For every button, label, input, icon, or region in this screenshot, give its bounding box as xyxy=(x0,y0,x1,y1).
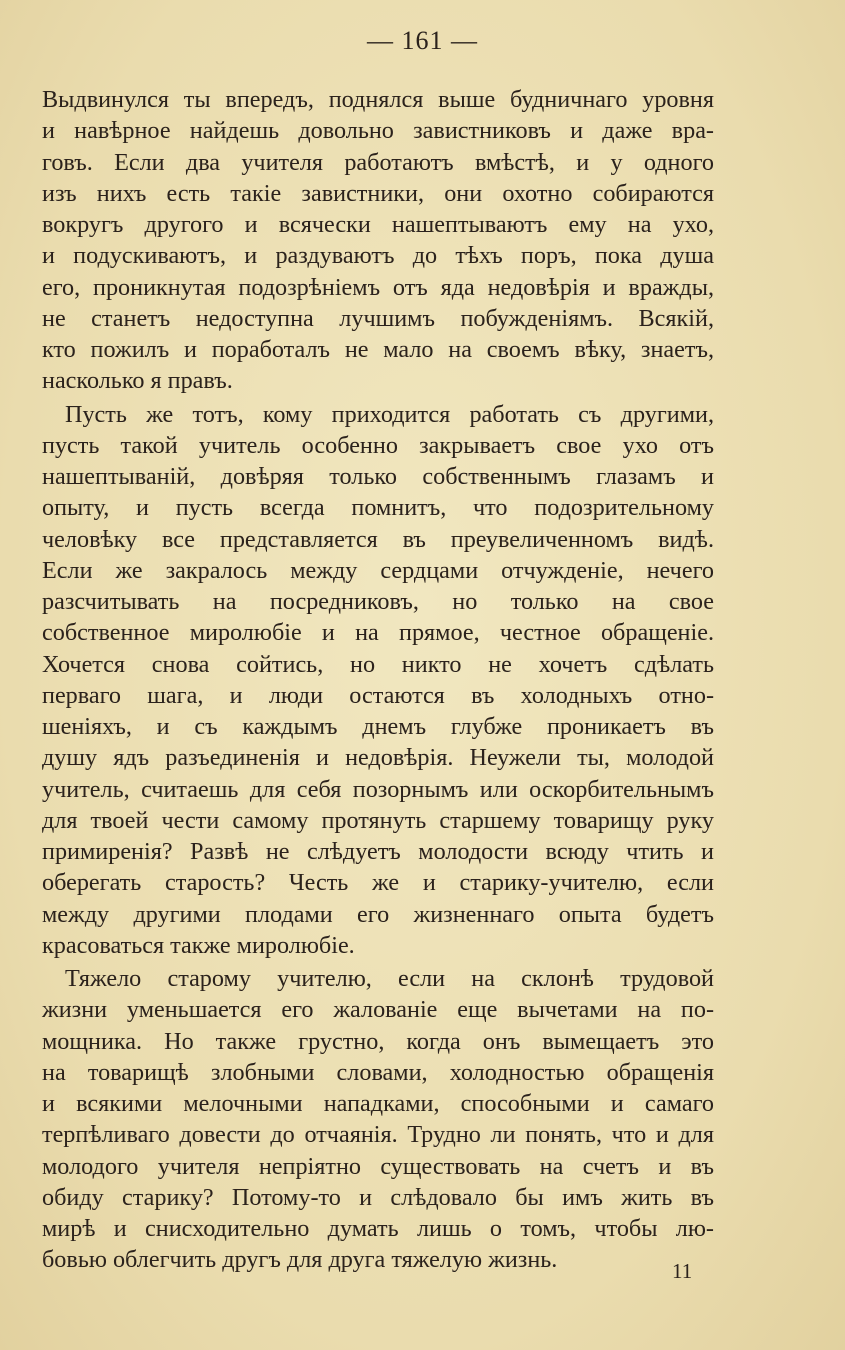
text-line: для твоей чести самому протянуть старшему товарищу руку xyxy=(42,806,714,834)
text-line: на товарищѣ злобными словами, холодностью обращенія xyxy=(42,1058,714,1086)
page-text xyxy=(42,84,714,1276)
text-line: его, проникнутая подозрѣніемъ отъ яда недовѣрія и вражды, xyxy=(42,273,714,301)
text-line: терпѣливаго довести до отчаянія. Трудно ли понять, что и для xyxy=(42,1121,714,1149)
text-line: жизни уменьшается его жалованіе еще вычетами на по- xyxy=(42,996,714,1024)
text-line: нашептываній, довѣряя только собственнымъ глазамъ и xyxy=(42,463,714,490)
text-line: вокругъ другого и всячески нашептываютъ ему на ухо, xyxy=(42,211,714,238)
text-line: изъ нихъ есть такіе завистники, они охотно собираются xyxy=(42,179,714,207)
text-line: учитель, считаешь для себя позорнымъ или оскорбительнымъ xyxy=(42,775,714,803)
text-line: красоваться также миролюбіе. xyxy=(42,931,355,959)
paragraph-3 xyxy=(42,963,714,1276)
text-line: молодого учителя непріятно существовать на счетъ и въ xyxy=(42,1152,714,1180)
text-line: насколько я правъ. xyxy=(42,367,233,395)
text-line: Хочется снова сойтись, но никто не хочетъ сдѣлать xyxy=(42,650,714,678)
text-line: душу ядъ разъединенія и недовѣрія. Неужели ты, молодой xyxy=(42,744,714,772)
text-line: говъ. Если два учителя работаютъ вмѣстѣ, и у одного xyxy=(42,148,714,176)
text-line: опыту, и пусть всегда помнитъ, что подозрительному xyxy=(42,494,714,522)
text-line: Пусть же тотъ, кому приходится работать съ другими, xyxy=(65,400,714,428)
text-line: примиренія? Развѣ не слѣдуетъ молодости всюду чтить и xyxy=(42,838,714,865)
signature-mark: 11 xyxy=(672,1259,693,1283)
text-line: бовью облегчить другъ для друга тяжелую жизнь. xyxy=(42,1246,558,1274)
text-line: человѣку все представляется въ преувеличенномъ видѣ. xyxy=(42,525,714,553)
paragraph-2 xyxy=(42,399,714,962)
text-line: обиду старику? Потому-то и слѣдовало бы имъ жить въ xyxy=(42,1183,714,1211)
text-line: пусть такой учитель особенно закрываетъ свое ухо отъ xyxy=(42,431,714,459)
text-line: Выдвинулся ты впередъ, поднялся выше будничнаго уровня xyxy=(42,86,714,113)
paragraph-1 xyxy=(42,84,714,397)
text-line: не станетъ недоступна лучшимъ побужденіямъ. Всякій, xyxy=(42,304,714,332)
text-line: перваго шага, и люди остаются въ холодныхъ отно- xyxy=(42,681,714,709)
text-line: и навѣрное найдешь довольно завистниковъ и даже вра- xyxy=(42,117,714,145)
text-line: собственное миролюбіе и на прямое, честное обращеніе. xyxy=(42,619,714,647)
page-number: — 161 — xyxy=(367,26,478,55)
text-line: между другими плодами его жизненнаго опыта будетъ xyxy=(42,900,714,928)
text-line: Если же закралось между сердцами отчужденіе, нечего xyxy=(42,556,714,584)
text-line: мощника. Но также грустно, когда онъ вымещаетъ это xyxy=(42,1027,714,1055)
text-line: шеніяхъ, и съ каждымъ днемъ глубже проникаетъ въ xyxy=(42,713,714,740)
text-line: мирѣ и снисходительно думать лишь о томъ, чтобы лю- xyxy=(42,1215,714,1242)
text-line: оберегать старость? Честь же и старику-учителю, если xyxy=(42,869,714,897)
text-line: и всякими мелочными нападками, способными и самаго xyxy=(42,1090,714,1117)
text-line: разсчитывать на посредниковъ, но только на свое xyxy=(42,588,714,615)
text-line: Тяжело старому учителю, если на склонѣ трудовой xyxy=(65,965,714,992)
text-line: и подускиваютъ, и раздуваютъ до тѣхъ поръ, пока душа xyxy=(42,242,714,270)
text-line: кто пожилъ и поработалъ не мало на своемъ вѣку, знаетъ, xyxy=(42,336,714,363)
